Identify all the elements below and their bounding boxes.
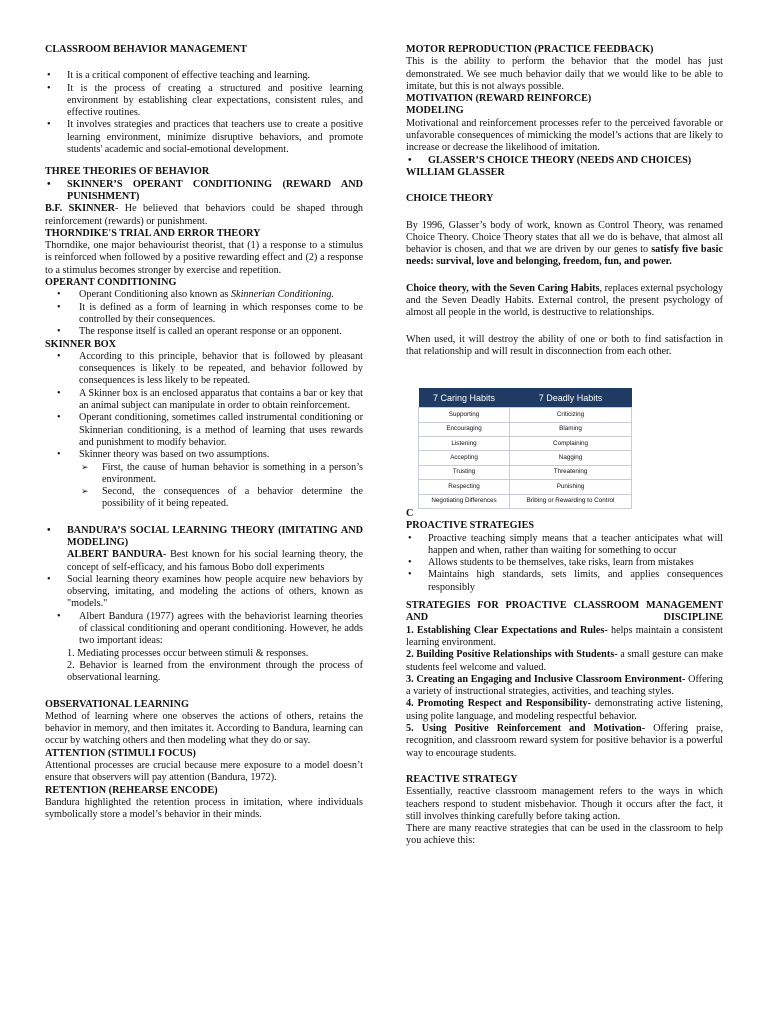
assumption-1: ➢ First, the cause of human behavior is something in a person’s environment. bbox=[45, 462, 363, 487]
choice-p2-text: , replaces external psychology and the Seven Deadly Habits. External control, the present psychology of almost all people in the world, is destructive to relationships. bbox=[406, 282, 723, 319]
reactive-paragraph-2: There are many reactive strategies that can be used in the classroom to help you achieve this: bbox=[406, 823, 723, 847]
strategy-2-text: a small gesture can make students feel welcome and valued. bbox=[406, 649, 723, 673]
strategy-5-title: 5. Using Positive Reinforcement and Motivation- bbox=[406, 723, 646, 735]
strategy-3-title: 3. Creating an Engaging and Inclusive Classroom Environment- bbox=[406, 673, 686, 685]
attention-text: Attentional processes are crucial because mere exposure to a model doesn’t ensure that observers will pay attention (Bandura, 1972). bbox=[45, 760, 363, 784]
table-row bbox=[419, 437, 632, 451]
reactive-paragraph-1: Essentially, reactive classroom management refers to the ways in which teachers respond to student misbehavior. Though it occurs after the fact, it still involves thinking carefully before taking action. bbox=[406, 786, 723, 822]
strategy-4-title: 4. Promoting Respect and Responsibility- bbox=[406, 698, 591, 710]
caring-habit-cell: Listening bbox=[419, 437, 510, 451]
habits-table bbox=[418, 388, 632, 509]
strategy-2 bbox=[406, 649, 723, 674]
strategy-1-title: 1. Establishing Clear Expectations and Rules- bbox=[406, 624, 608, 636]
albert-bandura-paragraph bbox=[45, 549, 363, 574]
table-row bbox=[419, 422, 632, 436]
albert-bandura-text: - Best known for his social learning theory, the concept of self-efficacy, and his famous Bobo doll experiments bbox=[67, 549, 363, 573]
retention-text: Bandura highlighted the retention process in imitation, where individuals symbolically store a model’s behavior in their minds. bbox=[45, 796, 363, 821]
idea-2: 2. Behavior is learned from the environment through the process of observational learning. bbox=[67, 659, 363, 684]
deadly-habit-cell: Complaining bbox=[510, 437, 632, 451]
strategies-heading: STRATEGIES FOR PROACTIVE CLASSROOM MANAGEMENT AND DISCIPLINE bbox=[406, 600, 723, 624]
intro-bullet-3: • It involves strategies and practices that teachers use to create a positive learning environment, minimize disruptive behaviors, and promote students' academic and social-emotional development. bbox=[45, 119, 363, 156]
choice-p1-bold: satisfy five basic needs: survival, love and belonging, freedom, fun, and power. bbox=[406, 244, 723, 268]
operant-heading: OPERANT CONDITIONING bbox=[45, 277, 177, 289]
bf-skinner-text: - He believed that behaviors could be shaped through reinforcement (rewards) or punishment. bbox=[45, 203, 364, 227]
modeling-heading: MODELING bbox=[406, 105, 464, 117]
proactive-bullet-2: • Allows students to be themselves, take risks, learn from mistakes bbox=[406, 557, 723, 569]
intro-bullet-1: • It is a critical component of effective teaching and learning. bbox=[45, 70, 363, 82]
deadly-habit-cell: Punishing bbox=[510, 480, 632, 494]
table-row bbox=[419, 480, 632, 494]
table-row bbox=[419, 494, 632, 508]
caring-habit-cell: Trusting bbox=[419, 465, 510, 479]
choice-paragraph-1 bbox=[406, 220, 723, 269]
glasser-name: WILLIAM GLASSER bbox=[406, 166, 505, 178]
motivation-heading: MOTIVATION (REWARD REINFORCE) bbox=[406, 93, 592, 105]
assumption-2: ➢ Second, the consequences of a behavior determine the possibility of it being repeated. bbox=[45, 486, 363, 511]
strategy-3-text: Offering a variety of instructional strategies, activities, and teaching styles. bbox=[406, 673, 724, 698]
choice-paragraph-2 bbox=[406, 283, 723, 320]
skinner-box-bullet-2: • A Skinner box is an enclosed apparatus that contains a bar or key that an animal subject can manipulate in order to obtain reinforcement. bbox=[45, 388, 363, 413]
deadly-habit-cell: Criticizing bbox=[510, 408, 632, 422]
operant-bullet-1 bbox=[45, 289, 363, 301]
caring-habit-cell: Supporting bbox=[419, 408, 510, 422]
deadly-habit-cell: Bribing or Rewarding to Control bbox=[510, 494, 632, 508]
choice-p2-bold: Choice theory, with the Seven Caring Habits bbox=[406, 282, 600, 294]
stray-letter: C bbox=[406, 507, 414, 519]
table-row bbox=[419, 465, 632, 479]
proactive-bullet-3: • Maintains high standards, sets limits, and applies consequences responsibly bbox=[406, 569, 723, 594]
deadly-habit-cell: Nagging bbox=[510, 451, 632, 465]
skinner-heading: • SKINNER’S OPERANT CONDITIONING (REWARD AND PUNISHMENT) bbox=[45, 179, 363, 204]
table-row bbox=[419, 408, 632, 422]
bf-skinner-name: B.F. SKINNER bbox=[45, 203, 115, 215]
choice-theory-heading: CHOICE THEORY bbox=[406, 193, 494, 205]
skinner-box-bullet-4: • Skinner theory was based on two assumptions. bbox=[45, 449, 363, 461]
deadly-habits-header: 7 Deadly Habits bbox=[510, 388, 632, 408]
retention-heading: RETENTION (REHEARSE ENCODE) bbox=[45, 784, 218, 796]
strategy-4-text: demonstrating active listening, using polite language, and modeling respectful behavior. bbox=[406, 698, 723, 722]
strategy-4 bbox=[406, 698, 723, 723]
left-column bbox=[45, 44, 363, 822]
bandura-heading: • BANDURA’S SOCIAL LEARNING THEORY (IMITATING AND MODELING) bbox=[45, 525, 363, 550]
skinner-box-bullet-3: • Operant conditioning, sometimes called instrumental conditioning or Skinnerian conditioning, is a method of learning that uses rewards and punishment to modify behavior. bbox=[45, 412, 363, 449]
thorndike-text: Thorndike, one major behaviourist theorist, that (1) a response to a stimulus is reinforced when followed by a positive rewarding effect and (2) a response to a stimulus becomes stronger by exercise and repetition. bbox=[45, 240, 363, 276]
albert-bandura-name: ALBERT BANDURA bbox=[67, 549, 163, 561]
operant-bullet-1-em: Skinnerian Conditioning. bbox=[230, 289, 334, 301]
bf-skinner-paragraph bbox=[45, 203, 363, 228]
thorndike-heading: THORNDIKE'S TRIAL AND ERROR THEORY bbox=[45, 227, 261, 239]
idea-1: 1. Mediating processes occur between stimuli & responses. bbox=[67, 647, 309, 659]
three-theories-heading: THREE THEORIES OF BEHAVIOR bbox=[45, 166, 210, 178]
caring-habit-cell: Encouraging bbox=[419, 422, 510, 436]
social-bullet-1: • Social learning theory examines how people acquire new behaviors by observing, imitating, and modeling the actions of others, known as "models." bbox=[45, 574, 363, 611]
operant-bullet-1-text: Operant Conditioning also known as bbox=[79, 289, 231, 301]
glasser-heading: • GLASSER’S CHOICE THEORY (NEEDS AND CHOICES) bbox=[406, 155, 723, 167]
skinner-box-heading: SKINNER BOX bbox=[45, 338, 117, 350]
strategy-1 bbox=[406, 625, 723, 650]
proactive-heading: PROACTIVE STRATEGIES bbox=[406, 520, 535, 532]
intro-bullet-2: • It is the process of creating a structured and positive learning environment by establishing clear expectations, consistent rules, and effective routines. bbox=[45, 83, 363, 120]
strategy-5-text: Offering praise, recognition, and classroom reward system for positive behavior is a powerful way to encourage students. bbox=[406, 723, 723, 759]
choice-paragraph-3: When used, it will destroy the ability of one or both to find satisfaction in that relationship and will result in disconnection from each other. bbox=[406, 333, 723, 357]
motor-text: This is the ability to perform the behavior that the model has just demonstrated. We see much behavior daily that we would like to be able to imitate, but this is not always possible. bbox=[406, 56, 723, 92]
modeling-text: Motivational and reinforcement processes refer to the perceived favorable or unfavorable consequences of mimicking the model’s actions that are likely to increase or decrease the likelihood of imitation. bbox=[406, 117, 723, 154]
caring-habit-cell: Negotiating Differences bbox=[419, 494, 510, 508]
deadly-habit-cell: Blaming bbox=[510, 422, 632, 436]
skinner-box-bullet-1: • According to this principle, behavior that is followed by pleasant consequences is likely to be repeated, and behavior followed by consequences is less likely to be repeated. bbox=[45, 351, 363, 388]
caring-habit-cell: Respecting bbox=[419, 480, 510, 494]
operant-bullet-3: • The response itself is called an operant response or an opponent. bbox=[45, 326, 363, 338]
choice-p1-text: By 1996, Glasser’s body of work, known as Control Theory, was renamed Choice Theory. Choice Theory states that all we do is behave, that almost all behavior is chosen, and that we are driven by our genes to bbox=[406, 219, 723, 256]
doc-title: CLASSROOM BEHAVIOR MANAGEMENT bbox=[45, 44, 247, 55]
right-column bbox=[406, 44, 723, 848]
observational-text: Method of learning where one observes the actions of others, retains the behavior in memory, and then imitates it. According to Bandura, learning can occur by watching others and then modeling what they do or say. bbox=[45, 710, 363, 747]
habits-table-header-row bbox=[419, 388, 632, 408]
observational-heading: OBSERVATIONAL LEARNING bbox=[45, 698, 189, 710]
proactive-bullet-1: • Proactive teaching simply means that a teacher anticipates what will happen and when, rather than waiting for something to occur bbox=[406, 533, 723, 558]
reactive-heading: REACTIVE STRATEGY bbox=[406, 773, 518, 785]
strategy-2-title: 2. Building Positive Relationships with Students- bbox=[406, 649, 618, 661]
strategy-5 bbox=[406, 723, 723, 760]
strategy-3 bbox=[406, 674, 723, 699]
attention-heading: ATTENTION (STIMULI FOCUS) bbox=[45, 747, 196, 759]
caring-habits-header: 7 Caring Habits bbox=[419, 388, 510, 408]
caring-habit-cell: Accepting bbox=[419, 451, 510, 465]
motor-heading: MOTOR REPRODUCTION (PRACTICE FEEDBACK) bbox=[406, 44, 654, 55]
deadly-habit-cell: Threatening bbox=[510, 465, 632, 479]
social-bullet-2: • Albert Bandura (1977) agrees with the behaviorist learning theories of classical conditioning and operant conditioning. However, he adds two important ideas: bbox=[45, 611, 363, 648]
operant-bullet-2: • It is defined as a form of learning in which responses come to be controlled by their consequences. bbox=[45, 302, 363, 327]
table-row bbox=[419, 451, 632, 465]
strategy-1-text: helps maintain a consistent learning environment. bbox=[406, 624, 724, 648]
